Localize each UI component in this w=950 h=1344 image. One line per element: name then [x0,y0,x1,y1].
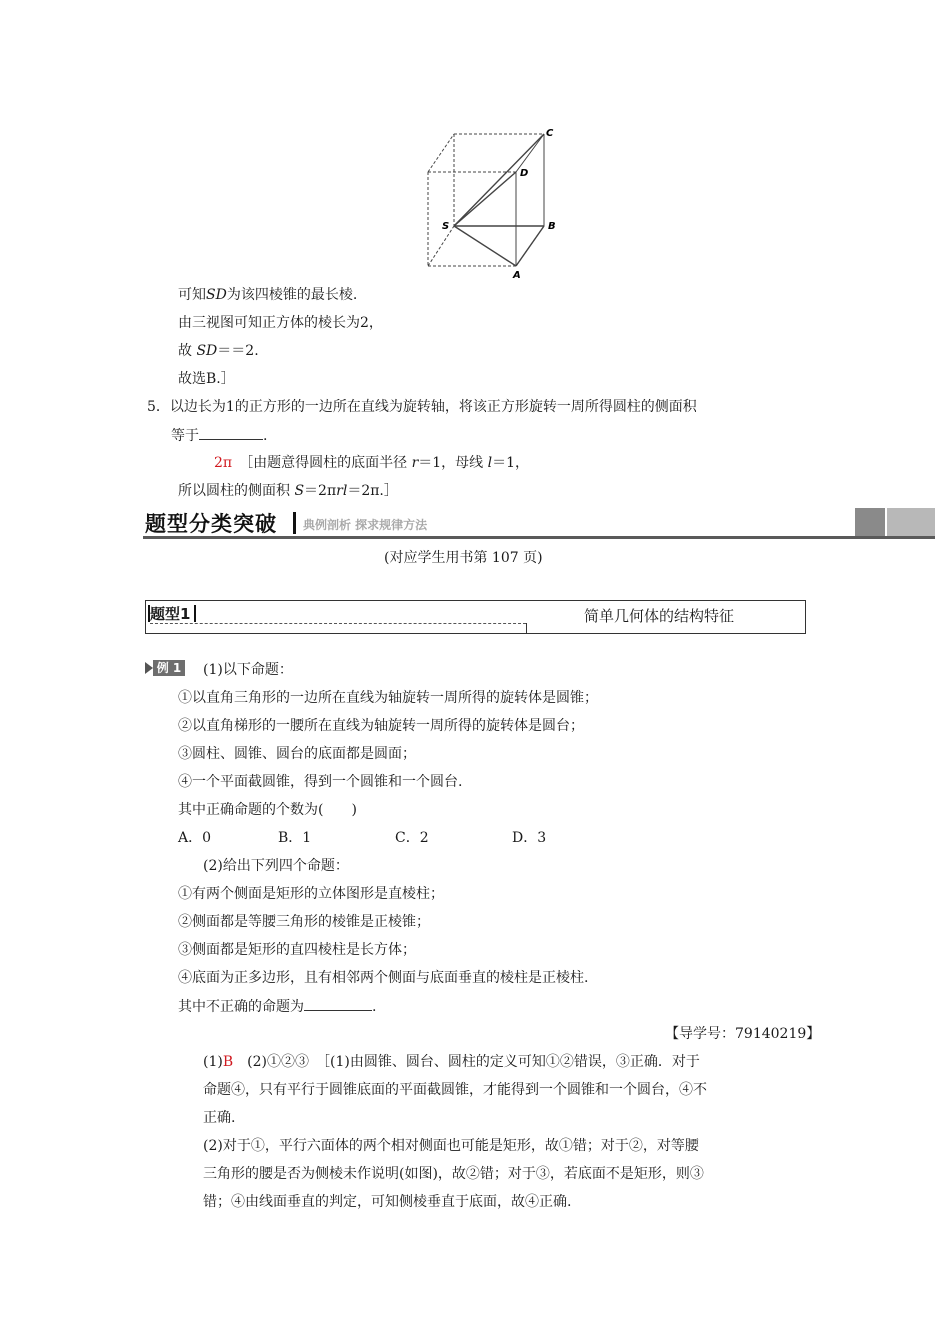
answer-1: B [222,1054,234,1070]
section-block-dark [855,508,885,536]
example-p2-question: 其中不正确的命题为 . [178,996,376,1017]
type-name: 简单几何体的结构特征 [584,607,735,625]
option-c: C．2 [395,830,429,846]
example-badge [145,660,185,676]
example-part2-intro: (2)给出下列四个命题： [203,858,349,874]
section-rule [143,536,935,539]
q5-answer: 2π [214,455,233,471]
section-divider [293,512,296,534]
prev-line-1: 可知SD为该四棱锥的最长棱. [178,287,358,303]
solution-line-1: (1)B (2)①②③ ［(1)由圆锥、圆台、圆柱的定义可知①②错误，③正确．对于 [203,1054,700,1070]
type-dash-line [150,623,526,624]
example-p2-item: ③侧面都是矩形的直四棱柱是长方体； [178,942,416,958]
example-p1-item: ②以直角梯形的一腰所在直线为轴旋转一周所得的旋转体是圆台； [178,718,584,734]
label-a: A [513,270,521,281]
type-tick [526,623,527,634]
option-b: B．1 [278,830,312,846]
solution-line-6: 错；④由线面垂直的判定，可知侧棱垂直于底面，故④正确. [203,1194,572,1210]
prev-line-4: 故选B.］ [178,371,235,387]
example-p2-item: ④底面为正多边形，且有相邻两个侧面与底面垂直的棱柱是正棱柱. [178,970,589,986]
label-c: C [546,128,554,139]
answer-2: (2)①②③ [247,1054,309,1070]
section-block-light [887,508,935,536]
section-title: 题型分类突破 [145,512,277,536]
example-p1-item: ③圆柱、圆锥、圆台的底面都是圆面； [178,746,416,762]
q5-line-2: 等于 . [171,425,267,446]
section-header [143,508,935,538]
label-d: D [520,168,529,179]
example-p1-item: ①以直角三角形的一边所在直线为轴旋转一周所得的旋转体是圆锥； [178,690,598,706]
type-label: 题型1 [150,605,191,623]
solution-line-4: (2)对于①，平行六面体的两个相对侧面也可能是矩形，故①错；对于②，对等腰 [203,1138,699,1154]
example-p2-item: ②侧面都是等腰三角形的棱锥是正棱锥； [178,914,430,930]
guide-number: 【导学号：79140219】 [665,1026,821,1042]
option-a: A．0 [178,830,212,846]
cube-pyramid-figure [412,124,572,282]
example-p1-item: ④一个平面截圆锥，得到一个圆锥和一个圆台. [178,774,463,790]
example-p1-question: 其中正确命题的个数为( ) [178,802,357,818]
q5-explain-1: 2π ［由题意得圆柱的底面半径 r＝1，母线 l＝1， [214,455,530,471]
solution-line-5: 三角形的腰是否为侧棱未作说明(如图)，故②错；对于③，若底面不是矩形，则③ [203,1166,704,1182]
p2-blank [304,996,372,1011]
solution-line-3: 正确. [203,1110,236,1126]
option-d: D．3 [512,830,547,846]
q5-line-1: 5．以边长为1的正方形的一边所在直线为旋转轴，将该正方形旋转一周所得圆柱的侧面积 [147,399,697,415]
solution-line-2: 命题④，只有平行于圆锥底面的平面截圆锥，才能得到一个圆锥和一个圆台，④不 [203,1082,707,1098]
section-subtitle: 典例剖析 探求规律方法 [303,518,428,532]
section-page-ref: (对应学生用书第 107 页) [384,550,543,566]
q5-explain-2: 所以圆柱的侧面积 S＝2πrl＝2π.］ [178,483,398,499]
example-part1-intro: (1)以下命题： [203,662,293,678]
q5-blank [199,425,263,440]
example-badge-label: 例 1 [153,660,185,676]
type-box [145,600,806,634]
prev-line-2: 由三视图可知正方体的棱长为2， [178,315,383,331]
label-s: S [442,221,450,232]
example-arrow-icon [145,662,153,674]
example-p2-item: ①有两个侧面是矩形的立体图形是直棱柱； [178,886,444,902]
prev-line-3: 故 SD＝＝2. [178,343,259,359]
label-b: B [548,221,556,232]
